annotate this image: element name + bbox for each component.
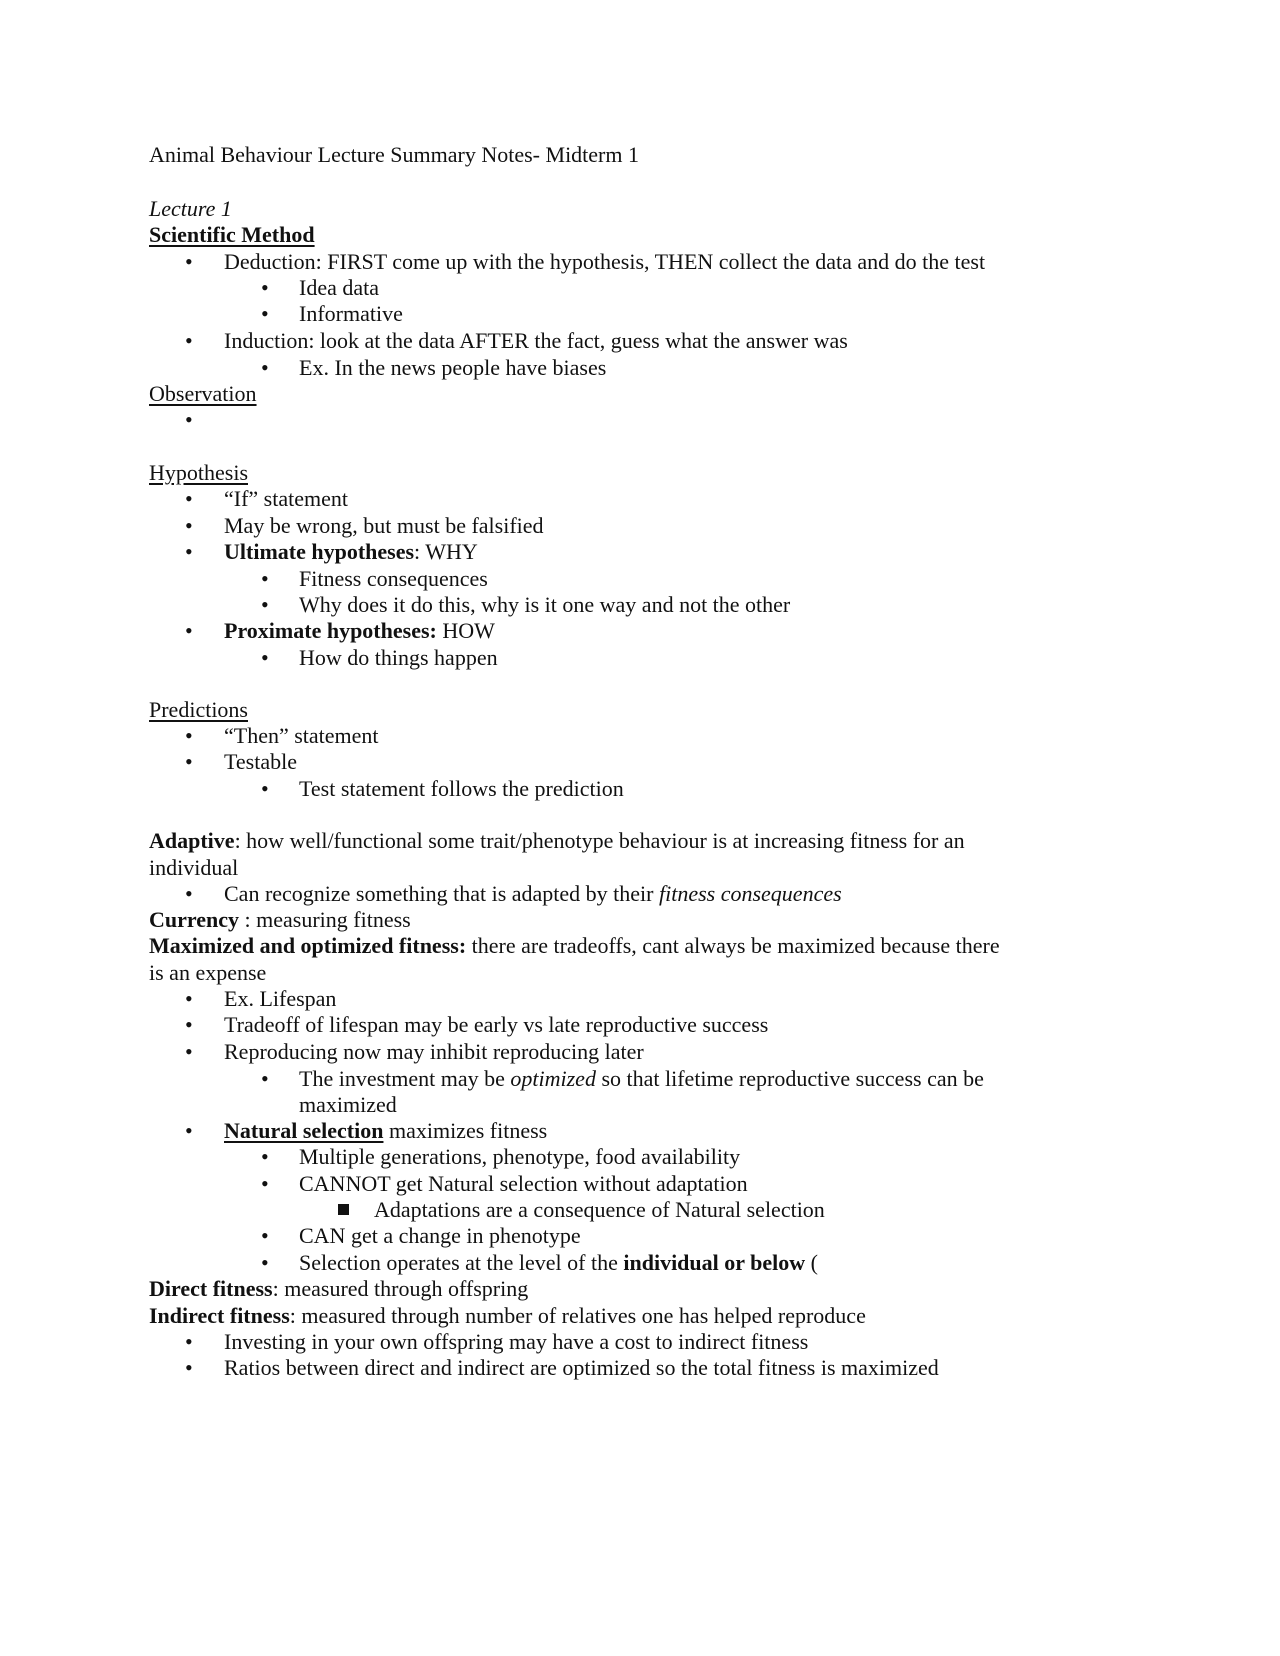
prediction-item: Testable [224,749,297,774]
direct-fitness-text: : measured through offspring [272,1276,529,1301]
adaptive-term: Adaptive [149,828,235,853]
adaptive-text: : how well/functional some trait/phenotype behaviour is at increasing fitness for an [234,828,965,853]
hypothesis-item: May be wrong, but must be falsified [224,513,544,538]
indirect-fitness-term: Indirect fitness [149,1303,290,1328]
bullet-dot-icon: • [185,539,193,564]
deduction-sub-item: Idea data [299,275,379,300]
selection-level-bold: individual or below [623,1250,806,1275]
indirect-fitness-text: : measured through number of relatives one has helped reproduce [289,1303,866,1328]
bullet-dot-icon: • [185,513,193,538]
maximized-item: Tradeoff of lifespan may be early vs late reproductive success [224,1012,769,1037]
bullet-dot-icon: • [185,1039,193,1064]
square-bullet-icon [338,1204,349,1215]
natural-selection-sub-item: CANNOT get Natural selection without adaptation [299,1171,748,1196]
scientific-method-heading: Scientific Method [149,222,315,247]
indirect-fitness-item: Ratios between direct and indirect are optimized so the total fitness is maximized [224,1355,939,1380]
observation-heading: Observation [149,381,257,406]
bullet-dot-icon: • [185,407,193,432]
bullet-dot-icon: • [185,1118,193,1143]
investment-pre: The investment may be [299,1066,511,1091]
predictions-heading: Predictions [149,697,248,722]
adaptive-item-text: Can recognize something that is adapted by their [224,881,659,906]
lecture-label: Lecture 1 [149,196,232,221]
proximate-hypotheses-item [224,620,495,642]
indirect-fitness-item: Investing in your own offspring may have a cost to indirect fitness [224,1329,809,1354]
proximate-sub-item: How do things happen [299,645,498,670]
bullet-dot-icon: • [185,723,193,748]
bullet-dot-icon: • [261,1250,269,1275]
bullet-dot-icon: • [185,881,193,906]
ultimate-hypotheses-item [224,541,478,563]
bullet-dot-icon: • [261,566,269,591]
bullet-dot-icon: • [261,275,269,300]
adaptive-definition [149,830,965,852]
induction-item: Induction: look at the data AFTER the fact, guess what the answer was [224,328,848,353]
selection-level-post: ( [805,1250,818,1275]
prediction-item: “Then” statement [224,723,379,748]
natural-selection-sub-item: Multiple generations, phenotype, food availability [299,1144,741,1169]
deduction-item: Deduction: FIRST come up with the hypothesis, THEN collect the data and do the test [224,249,986,274]
selection-level-pre: Selection operates at the level of the [299,1250,624,1275]
ultimate-term: Ultimate hypotheses [224,539,415,564]
bullet-dot-icon: • [261,776,269,801]
bullet-dot-icon: • [185,1355,193,1380]
investment-italic: optimized [510,1066,596,1091]
natural-selection-term: Natural selection [224,1118,384,1143]
bullet-dot-icon: • [185,1329,193,1354]
bullet-dot-icon: • [261,1223,269,1248]
proximate-term: Proximate hypotheses: [224,618,437,643]
bullet-dot-icon: • [185,486,193,511]
prediction-sub-item: Test statement follows the prediction [299,776,624,801]
maximized-text: there are tradeoffs, cant always be maximized because there [466,933,1000,958]
natural-selection-item [224,1120,547,1142]
bullet-dot-icon: • [261,355,269,380]
direct-fitness-definition [149,1278,528,1300]
adaptive-item [224,883,842,905]
doc-title: Animal Behaviour Lecture Summary Notes- Midterm 1 [149,142,639,167]
maximized-definition [149,935,1000,957]
adaptations-sub-sub-item: Adaptations are a consequence of Natural selection [374,1197,825,1222]
currency-definition [149,909,411,931]
investment-item-cont: maximized [299,1092,397,1117]
hypothesis-heading: Hypothesis [149,460,248,485]
bullet-dot-icon: • [261,1066,269,1091]
bullet-dot-icon: • [261,645,269,670]
deduction-sub-item: Informative [299,301,403,326]
bullet-dot-icon: • [261,1144,269,1169]
maximized-definition-cont: is an expense [149,960,267,985]
ultimate-sub-item: Why does it do this, why is it one way and not the other [299,592,791,617]
maximized-term: Maximized and optimized fitness: [149,933,467,958]
direct-fitness-term: Direct fitness [149,1276,273,1301]
currency-text: : measuring fitness [239,907,411,932]
indirect-fitness-definition [149,1305,866,1327]
natural-selection-text: maximizes fitness [383,1118,548,1143]
maximized-item: Reproducing now may inhibit reproducing later [224,1039,644,1064]
maximized-item: Ex. Lifespan [224,986,337,1011]
adaptive-item-italic: fitness consequences [658,881,842,906]
proximate-text: HOW [436,618,495,643]
bullet-dot-icon: • [261,1171,269,1196]
hypothesis-item: “If” statement [224,486,348,511]
bullet-dot-icon: • [185,618,193,643]
ultimate-text: : WHY [414,539,478,564]
bullet-dot-icon: • [185,1012,193,1037]
investment-post: so that lifetime reproductive success can be [595,1066,984,1091]
bullet-dot-icon: • [185,749,193,774]
currency-term: Currency [149,907,240,932]
bullet-dot-icon: • [185,249,193,274]
natural-selection-sub-item: CAN get a change in phenotype [299,1223,581,1248]
bullet-dot-icon: • [185,986,193,1011]
induction-sub-item: Ex. In the news people have biases [299,355,607,380]
bullet-dot-icon: • [185,328,193,353]
adaptive-definition-cont: individual [149,855,239,880]
bullet-dot-icon: • [261,592,269,617]
ultimate-sub-item: Fitness consequences [299,566,488,591]
investment-item [299,1068,984,1090]
selection-level-item [299,1252,818,1274]
bullet-dot-icon: • [261,301,269,326]
